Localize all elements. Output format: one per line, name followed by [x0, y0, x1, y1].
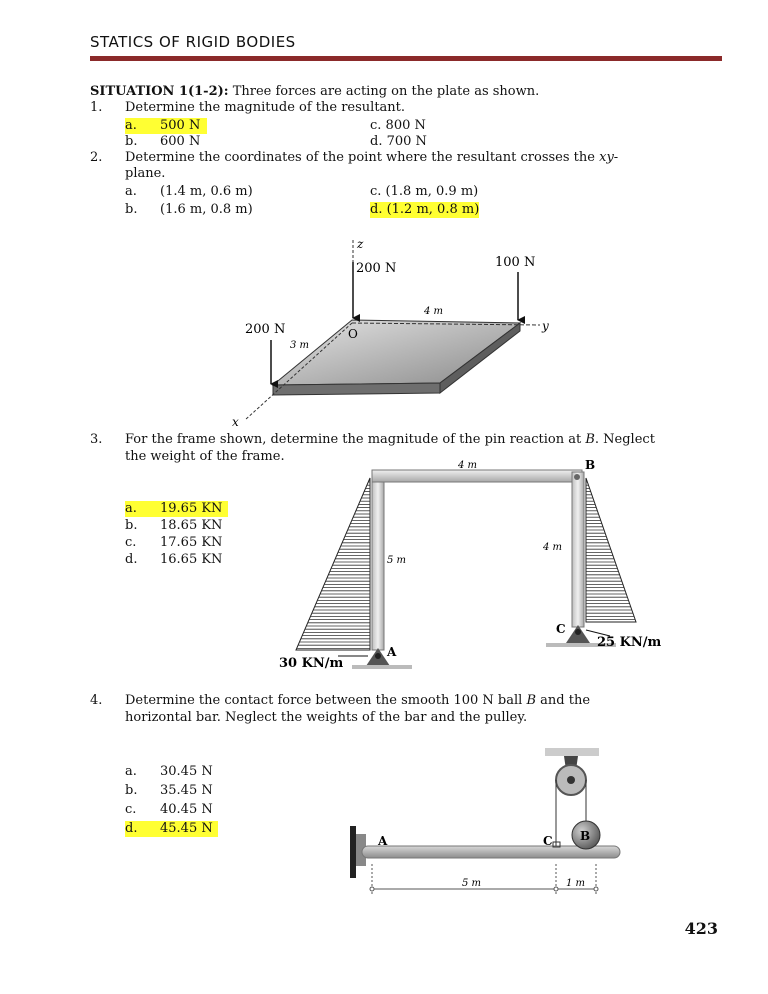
- frame-right-dim: 4 m: [543, 542, 563, 553]
- q4-text-line2: horizontal bar. Neglect the weights of the bar and the pulley.: [125, 710, 528, 725]
- q2-option-c: c. (1.8 m, 0.9 m): [370, 184, 479, 199]
- z-axis-label: z: [357, 237, 364, 251]
- page-header-title: STATICS OF RIGID BODIES: [90, 33, 296, 51]
- q3-option-c-value: 17.65 KN: [160, 535, 223, 550]
- q4-option-d-value: 45.45 N: [160, 821, 213, 836]
- label-point-c: C: [543, 834, 553, 848]
- q4-option-c-letter: c.: [125, 802, 137, 817]
- q3-text-part1: For the frame shown, determine the magnitude of the pin reaction at: [125, 432, 586, 447]
- q2-text-line2: plane.: [125, 166, 166, 181]
- q1-option-b-value: 600 N: [160, 134, 201, 149]
- q2-option-a-value: (1.4 m, 0.6 m): [160, 184, 253, 199]
- q2-option-a-letter: a.: [125, 184, 137, 199]
- q3-text-b: B: [585, 432, 595, 447]
- x-axis-label: x: [232, 415, 239, 429]
- q1-option-d: d. 700 N: [370, 134, 427, 149]
- q3-option-b-value: 18.65 KN: [160, 518, 223, 533]
- label-b: B: [585, 458, 596, 472]
- q2-text-part1: Determine the coordinates of the point where the resultant crosses the: [125, 150, 600, 165]
- pulley-axle: [567, 776, 575, 784]
- q4-option-d-letter: d.: [125, 821, 138, 836]
- q1-option-a-letter: a.: [125, 118, 137, 133]
- ceiling: [545, 748, 599, 756]
- q2-option-b-letter: b.: [125, 202, 138, 217]
- q1-option-b-letter: b.: [125, 134, 138, 149]
- q1-text: Determine the magnitude of the resultant.: [125, 100, 406, 115]
- frame-left-dim: 5 m: [387, 555, 407, 566]
- label-hinge-a: A: [378, 834, 388, 848]
- q2-text-part2: -: [613, 150, 619, 165]
- q3-option-d-value: 16.65 KN: [160, 552, 223, 567]
- q4-option-a-value: 30.45 N: [160, 764, 213, 779]
- dim-3m-label: 3 m: [290, 340, 310, 351]
- force-200n-origin-label: 200 N: [356, 261, 397, 276]
- label-c: C: [556, 622, 566, 636]
- q1-number: 1.: [90, 100, 103, 115]
- load-right-label: 25 KN/m: [597, 635, 662, 650]
- q4-option-b-value: 35.45 N: [160, 783, 213, 798]
- q4-option-c-value: 40.45 N: [160, 802, 213, 817]
- force-200n-corner-label: 200 N: [245, 322, 286, 337]
- q4-text-part2: and the: [536, 693, 591, 708]
- q3-text-part2: . Neglect: [594, 432, 655, 447]
- q2-option-d: d. (1.2 m, 0.8 m): [370, 202, 480, 217]
- force-100n-label: 100 N: [495, 255, 536, 270]
- dim-tick-a: [370, 887, 374, 891]
- q4-option-b-letter: b.: [125, 783, 138, 798]
- label-a: A: [387, 645, 397, 659]
- q2-text-xy: xy: [599, 150, 614, 165]
- q3-option-c-letter: c.: [125, 535, 137, 550]
- q2-number: 2.: [90, 150, 103, 165]
- q3-text-line2: the weight of the frame.: [125, 449, 285, 464]
- q4-text-part1: Determine the contact force between the smooth 100 N ball: [125, 693, 527, 708]
- dim-1m-label: 1 m: [566, 878, 586, 889]
- dim-tick-b: [594, 887, 598, 891]
- q1-option-a-value: 500 N: [160, 118, 201, 133]
- q3-option-a-letter: a.: [125, 501, 137, 516]
- q2-option-b-value: (1.6 m, 0.8 m): [160, 202, 253, 217]
- q4-number: 4.: [90, 693, 103, 708]
- q3-option-d-letter: d.: [125, 552, 138, 567]
- situation-text: Three forces are acting on the plate as shown.: [232, 84, 540, 99]
- q3-option-a-value: 19.65 KN: [160, 501, 223, 516]
- frame-top-dim: 4 m: [458, 460, 478, 471]
- page-number: 423: [684, 919, 718, 938]
- q3-option-b-letter: b.: [125, 518, 138, 533]
- origin-label: O: [348, 327, 358, 341]
- label-ball-b: B: [580, 829, 591, 843]
- y-axis-label: y: [542, 319, 549, 333]
- q1-option-c: c. 800 N: [370, 118, 426, 133]
- situation-label: SITUATION 1(1-2):: [90, 84, 229, 99]
- dim-5m-label: 5 m: [462, 878, 482, 889]
- wall: [350, 826, 356, 878]
- q3-number: 3.: [90, 432, 103, 447]
- dim-tick-c: [554, 887, 558, 891]
- q4-option-a-letter: a.: [125, 764, 137, 779]
- load-left-label: 30 KN/m: [279, 656, 344, 671]
- q4-text-b: B: [526, 693, 537, 708]
- dim-4m-label: 4 m: [424, 306, 444, 317]
